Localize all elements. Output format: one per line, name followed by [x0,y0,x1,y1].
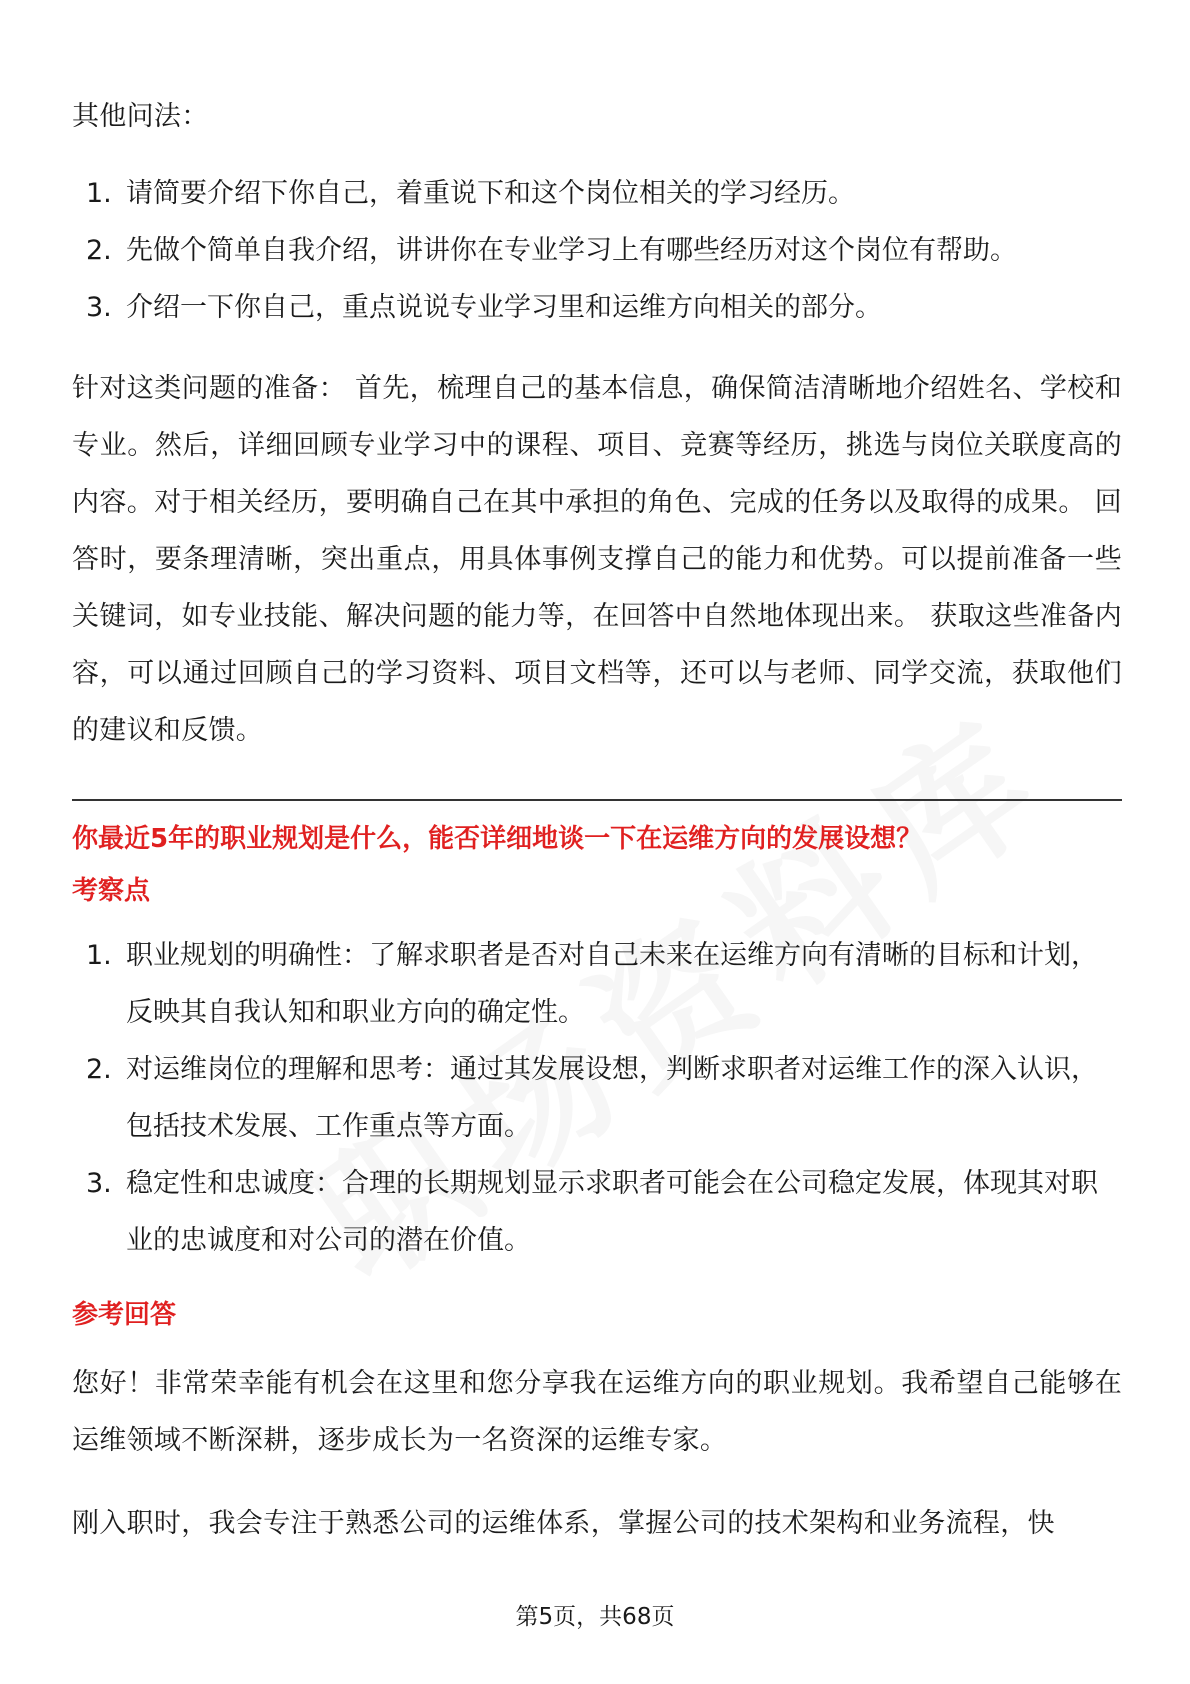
list-number: 2. [86,1053,112,1085]
list-text: 请简要介绍下你自己，着重说下和这个岗位相关的学习经历。 [126,178,855,209]
list-number: 1. [86,939,112,971]
list-text: 稳定性和忠诚度：合理的长期规划显示求职者可能会在公司稳定发展，体现其对职业的忠诚度和对公司的潜在价值。 [126,1167,1098,1256]
list-number: 3. [86,292,112,323]
interview-question: 你最近5年的职业规划是什么，能否详细地谈一下在运维方向的发展设想？ [72,823,923,854]
list-text: 对运维岗位的理解和思考：通过其发展设想，判断求职者对运维工作的深入认识，包括技术发展、工作重点等方面。 [126,1053,1098,1142]
other-questions-label: 其他问法： [72,101,209,132]
list-item [72,165,1122,222]
list-text: 职业规划的明确性：了解求职者是否对自己未来在运维方向有清晰的目标和计划，反映其自我认知和职业方向的确定性。 [126,939,1098,1028]
section-divider [72,799,1122,801]
assessment-points-heading: 考察点 [72,875,151,906]
list-number: 1. [86,178,112,209]
list-text: 先做个简单自我介绍，讲讲你在专业学习上有哪些经历对这个岗位有帮助。 [126,235,1017,266]
list-item [72,1041,1122,1155]
list-number: 3. [86,1167,112,1199]
list-text: 介绍一下你自己，重点说说专业学习里和运维方向相关的部分。 [126,292,882,323]
answer-paragraph: 刚入职时，我会专注于熟悉公司的运维体系，掌握公司的技术架构和业务流程，快 [72,1507,1055,1539]
document-page [72,88,1122,1552]
preparation-paragraph: 针对这类问题的准备： 首先，梳理自己的基本信息，确保简洁清晰地介绍姓名、学校和专业。然后，详细回顾专业学习中的课程、项目、竞赛等经历，挑选与岗位关联度高的内容。对于相关经历，要明确自己在其中承担的角色、完成的任务以及取得的成果。 回答时，要条理清晰，突出重点，用具体事例支撑自己的能力和优势。可以提前准备一些关键词，如专业技能、解决问题的能力等，在回答中自然地体现出来。 获取这些准备内容，可以通过回顾自己的学习资料、项目文档等，还可以与老师、同学交流，获取他们的建议和反馈。 [72,373,1122,746]
alt-questions-list [72,165,1122,336]
answer-paragraph: 您好！非常荣幸能有机会在这里和您分享我在运维方向的职业规划。我希望自己能够在运维领域不断深耕，逐步成长为一名资深的运维专家。 [72,1367,1122,1456]
page-footer: 第5页，共68页 [515,1604,675,1630]
paragraph-gap [72,1469,1122,1495]
assessment-points-list [72,927,1122,1269]
list-number: 2. [86,235,112,266]
list-item [72,927,1122,1041]
list-item [72,1155,1122,1269]
list-item [72,222,1122,279]
reference-answer-heading: 参考回答 [72,1299,177,1330]
list-item [72,279,1122,336]
